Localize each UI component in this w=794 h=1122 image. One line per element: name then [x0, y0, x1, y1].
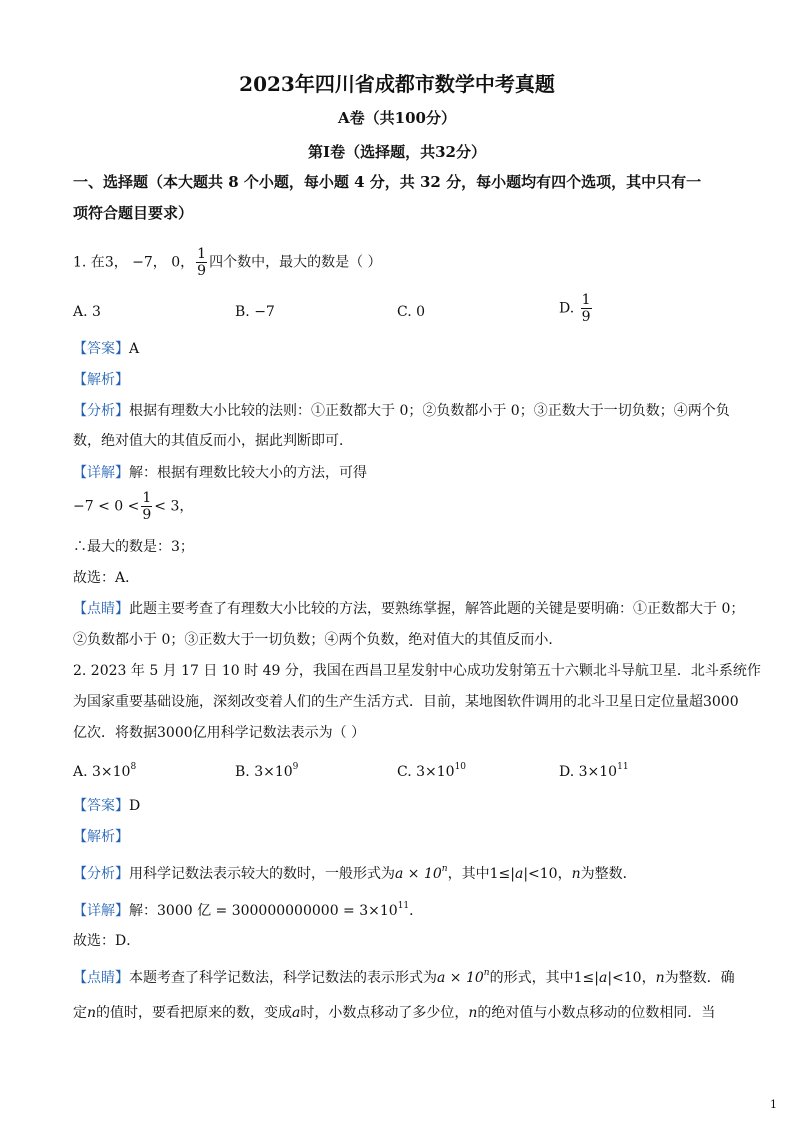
q2-option-d-label: D.	[559, 764, 575, 780]
q2-xiangjie-exp: 11	[397, 901, 410, 911]
q1-option-a-label: A.	[73, 304, 88, 320]
q1-numbers: 3， −7， 0，	[104, 254, 195, 271]
q1-stem	[73, 246, 382, 279]
q1-option-d	[559, 292, 594, 325]
q1-option-c	[397, 302, 425, 322]
q2-choose: 故选：D．	[73, 933, 141, 949]
q2-fenxi-text-b: ，其中1≤|	[447, 866, 515, 882]
q2-analysis-tag: 【解析】	[73, 829, 129, 845]
q2-answer	[73, 796, 140, 816]
q2-stem-line1: 2. 2023 年 5 月 17 日 10 时 49 分，我国在西昌卫星发射中心成功发射第五十六颗北斗导航卫星．北斗系统作	[73, 663, 761, 679]
q1-therefore: ∴最大的数是：3；	[73, 539, 194, 555]
q2-option-c-exp: 10	[454, 762, 467, 772]
q2-dj1-exp: n	[483, 968, 490, 978]
q2-option-a	[73, 762, 136, 782]
q2-dj1-b: 的形式，其中1≤|	[489, 970, 599, 986]
q1-fenxi-line1	[73, 401, 730, 421]
q1-frac-num: 1	[197, 246, 207, 262]
page-number: 1	[770, 1098, 777, 1111]
q1-dianjing-line2: ②负数都小于 0；③正数大于一切负数；④两个负数，绝对值大的其值反而小．	[73, 632, 563, 648]
q2-dj2-c: 时，小数点移动了多少位，	[300, 1005, 469, 1021]
q2-option-d-exp: 11	[617, 762, 629, 772]
q2-option-a-base: 3×10	[92, 764, 131, 780]
q2-dj2-nvar2: n	[468, 1005, 478, 1021]
q1-fenxi-text1: 根据有理数大小比较的法则：①正数都大于 0；②负数都小于 0；③正数大于一切负数；④两个负	[129, 403, 730, 419]
q2-option-c-label: C.	[397, 764, 412, 780]
q1-dianjing-line1	[73, 599, 744, 619]
q1-answer-value: A	[129, 341, 140, 357]
q1-fenxi-line2: 数，绝对值大的其值反而小，据此判断即可．	[73, 433, 353, 449]
q2-dj1-formula: a × 10	[437, 970, 484, 986]
q2-dj2-nvar: n	[87, 1005, 97, 1021]
q1-answer	[73, 339, 139, 359]
q2-dj1-a: 本题考查了科学记数法，科学记数法的表示形式为	[129, 970, 437, 986]
q2-fenxi-text-d: 为整数．	[580, 866, 637, 882]
volume-1-heading: 第Ⅰ卷（选择题，共32分）	[308, 143, 486, 161]
q1-option-b-text: −7	[254, 304, 275, 320]
q2-fenxi-tag: 【分析】	[73, 866, 129, 882]
q2-dianjing-line2	[73, 1003, 715, 1023]
q2-stem-line3: 亿次．将数据3000亿用科学记数法表示为（ ）	[73, 725, 366, 741]
q1-dianjing-tag: 【点睛】	[73, 601, 129, 617]
q1-xiangjie-text: 解：根据有理数比较大小的方法，可得	[129, 465, 367, 481]
q1-choose: 故选：A．	[73, 570, 140, 586]
q1-option-d-label: D.	[559, 300, 575, 317]
q2-option-d	[559, 762, 629, 782]
q2-option-a-exp: 8	[130, 762, 137, 772]
q2-option-b-label: B.	[235, 764, 250, 780]
q2-option-a-label: A.	[73, 764, 88, 780]
q2-dianjing-line1	[73, 968, 735, 988]
q2-dj2-avar: a	[292, 1005, 301, 1021]
page-title: 2023年四川省成都市数学中考真题	[239, 72, 555, 96]
q2-dianjing-tag: 【点睛】	[73, 970, 129, 986]
q1-option-c-label: C.	[397, 304, 412, 320]
q1-option-a-text: 3	[92, 304, 101, 320]
q1-option-d-fraction	[581, 292, 592, 325]
q1-ineq-fraction	[141, 490, 152, 523]
volume-a-heading: A卷（共100分）	[338, 109, 456, 127]
q2-fenxi-exp: n	[441, 864, 448, 874]
q2-option-c	[397, 762, 466, 782]
q1-xiangjie-tag: 【详解】	[73, 465, 129, 481]
q1-xiangjie	[73, 463, 367, 483]
q2-xiangjie-text: 解：3000 亿 = 300000000000 = 3×10	[129, 903, 398, 919]
q2-xiangjie-tag: 【详解】	[73, 903, 129, 919]
section-heading-line1: 一、选择题（本大题共 8 个小题，每小题 4 分，共 32 分，每小题均有四个选项，其中只有一	[73, 173, 702, 191]
q1-suffix: 四个数中，最大的数是（ ）	[209, 254, 382, 271]
q1-analysis-tag: 【解析】	[73, 372, 129, 388]
q1-ineq-right: < 3，	[154, 498, 194, 515]
q1-option-b-label: B.	[235, 304, 250, 320]
q1-fraction	[196, 246, 207, 279]
q2-option-b-base: 3×10	[254, 764, 293, 780]
q2-fenxi	[73, 864, 637, 884]
q2-dj1-nvar: n	[655, 970, 665, 986]
q2-option-c-base: 3×10	[416, 764, 455, 780]
q2-dj1-d: 为整数．确	[664, 970, 735, 986]
q2-fenxi-text-a: 用科学记数法表示较大的数时，一般形式为	[129, 866, 395, 882]
q1-inequality	[73, 490, 193, 523]
q1-fenxi-tag: 【分析】	[73, 403, 129, 419]
q2-option-d-base: 3×10	[578, 764, 618, 780]
q1-prefix: 1. 在	[73, 254, 105, 271]
q1-option-d-den: 9	[581, 309, 591, 325]
q1-ineq-left: −7 < 0 <	[73, 498, 140, 515]
q2-fenxi-text-c: |<10，	[523, 866, 572, 882]
q2-fenxi-avar: a	[514, 866, 524, 882]
q2-answer-value: D	[129, 798, 141, 814]
q2-fenxi-formula: a × 10	[395, 866, 442, 882]
q1-option-d-num: 1	[581, 292, 591, 308]
section-heading-line2: 项符合题目要求）	[73, 204, 194, 222]
q1-option-c-text: 0	[416, 304, 426, 320]
q2-dj1-c: |<10，	[607, 970, 656, 986]
q2-option-b-exp: 9	[292, 762, 299, 772]
q1-option-b	[235, 302, 275, 322]
q2-stem-line2: 为国家重要基础设施，深刻改变着人们的生产生活方式．目前，某地图软件调用的北斗卫星日定位量超3000	[73, 694, 739, 710]
q2-dj2-d: 的绝对值与小数点移动的位数相同．当	[477, 1005, 716, 1021]
q1-ineq-num: 1	[142, 490, 152, 506]
q2-xiangjie	[73, 901, 423, 921]
q2-option-b	[235, 762, 298, 782]
q1-ineq-den: 9	[142, 507, 152, 523]
q2-fenxi-nvar: n	[571, 866, 581, 882]
q2-answer-tag: 【答案】	[73, 798, 129, 814]
q2-dj1-avar: a	[598, 970, 608, 986]
q1-option-a	[73, 302, 101, 322]
q2-xiangjie-end: ．	[409, 903, 424, 919]
q2-dj2-a: 定	[73, 1005, 87, 1021]
q2-dj2-b: 的值时，要看把原来的数，变成	[96, 1005, 293, 1021]
q1-frac-den: 9	[197, 263, 207, 279]
q1-dianjing-text1: 此题主要考查了有理数大小比较的方法，要熟练掌握，解答此题的关键是要明确：①正数都大于 0；	[129, 601, 745, 617]
q1-answer-tag: 【答案】	[73, 341, 129, 357]
